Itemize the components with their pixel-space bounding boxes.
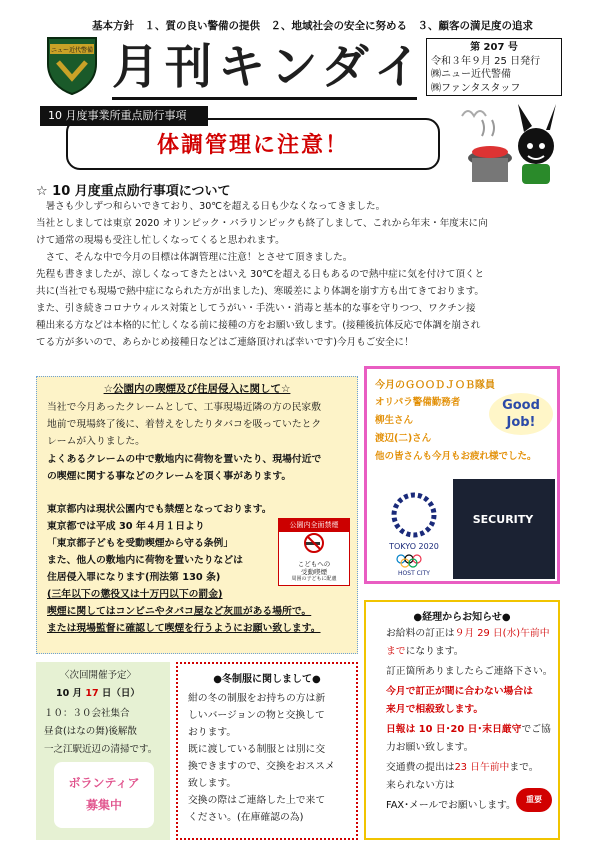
notice-line-6: でご協 xyxy=(521,724,551,735)
meeting-date-pre: 10 月 xyxy=(56,688,83,699)
publisher-2: ㈱ファンタスタッフ xyxy=(431,82,521,94)
notice-line-1-red: ９月 29 日(水)午前中 xyxy=(454,628,550,639)
volunteer-text: ボランティア 募集中 xyxy=(54,762,154,828)
meeting-date-post: 日（日） xyxy=(101,688,140,699)
notice-line-7: 力お願い致します。 xyxy=(386,742,474,753)
notice-line-10: FAX･メールでお願いします。 xyxy=(386,800,516,811)
uniform-heading: ●冬制服に関しまして● xyxy=(213,674,321,685)
mascot-cooking-icon xyxy=(452,96,572,188)
notice-line-8b: まで。 xyxy=(509,762,539,773)
no-smoking-sign xyxy=(278,518,350,586)
uniform-notice-box xyxy=(176,662,358,840)
smoking-text-3: 東京都内は現状公園内でも禁煙となっております。 東京都では平成 30 年４月１日より 「東京都子どもを受動喫煙から守る条例」 また、他人の敷地内に荷物を置いたりなどは 住居侵入罪になります(刑法第 130 条) xyxy=(47,504,272,583)
goodjob-line-1: オリパラ警備勤務者 xyxy=(375,397,461,408)
meeting-line-3: 昼食(はなの舞)後解散 xyxy=(44,726,137,737)
issue-info-box xyxy=(426,38,562,96)
uniform-text: 紺の冬の制服をお持ちの方は新 しいバージョンの物と交換して おります。 既に渡している制服とは別に交 換できますので、交換をおススメ 致します。 交換の際はご連絡した上で来て ください。(在庫確認の為) xyxy=(188,693,335,823)
next-meeting-heading: 〈次回開催予定〉 xyxy=(60,670,137,681)
smoking-text-4: (三年以下の懲役又は十万円以下の罰金) 喫煙に関してはコンビニやタバコ屋など灰皿がある場所で。 または現場監督に確認して喫煙を行うようにお願い致します。 xyxy=(47,589,321,634)
host-city-text: HOST CITY xyxy=(398,570,430,577)
smoking-text-1: 当社で今月あったクレームとして、工事現場近隣の方の民家敷 地前で現場終了後に、着替えをしたりタバコを吸っていたとク レームが入りました。 xyxy=(47,402,322,447)
notice-line-2-red: まで xyxy=(386,646,406,657)
notice-line-2: になります。 xyxy=(405,646,464,657)
goodjob-title: 今月のＧＯＯＤＪＯＢ隊員 xyxy=(375,380,495,391)
smoking-heading: ☆公園内の喫煙及び住居侵入に関して☆ xyxy=(103,383,291,395)
emblem-text: ニュー近代警備 xyxy=(50,47,94,54)
notice-line-9: 来られない方は xyxy=(386,780,455,791)
goodjob-box xyxy=(364,366,560,584)
security-text: SECURITY xyxy=(472,513,534,526)
company-emblem-icon xyxy=(44,34,100,96)
article-paragraph-2: 先程も書きましたが、涼しくなってきたとはいえ 30℃を超える日もあるので熱中症に気を付けて頂くと 共に(当社でも現場で熱中症になられた方が出ました)、寒暖差により体調を崩す方も出てきております。 また、引き続きコロナウィルス対策としてうがい・手洗い・消毒と基本的な事を守りつつ、ワクチン接 種出来る方などは本格的に忙しくなる前に接種の方をお願い致します。(接種後抗体反応で体調を崩され てる方が多いので、あらかじめ接種日などはご連絡頂ければ幸いです)今月もご安全に！ xyxy=(36,269,485,348)
meeting-date-num: 17 xyxy=(85,688,99,699)
next-meeting-box xyxy=(36,662,170,840)
tokyo2020-photo xyxy=(375,479,555,579)
newsletter-title: 月刊キンダイ xyxy=(112,40,427,96)
notice-line-6-red: 日報は 10 日･20 日･末日厳守 xyxy=(386,724,522,735)
notice-line-3: 訂正箇所ありましたらご連絡下さい。 xyxy=(386,666,553,677)
issue-date: 令和３年９月 25 日発行 xyxy=(431,55,541,67)
smoking-notice-box xyxy=(36,376,358,654)
goodjob-line-2: 柳生さん xyxy=(375,415,414,426)
notice-line-4: 今月で訂正が間に合わない場合は xyxy=(386,686,533,697)
important-badge: 重要 xyxy=(516,788,552,812)
goodjob-line-4: 他の皆さんも今月もお疲れ様でした。 xyxy=(375,451,537,462)
monthly-theme-banner: 体調管理に注意！ xyxy=(66,118,440,170)
no-smoking-icon xyxy=(279,532,349,554)
notice-line-1: お給料の訂正は xyxy=(386,628,455,639)
notice-line-5: 来月で相殺致します。 xyxy=(386,704,484,715)
no-smoking-small: 周囲の子どもに配慮 xyxy=(291,576,337,582)
meeting-line-2: １０：３０会社集合 xyxy=(44,708,130,719)
tokyo2020-text: TOKYO 2020 xyxy=(389,542,439,551)
article-heading: ☆ 10 月度重点励行事項について xyxy=(36,184,231,199)
accounting-notice-box xyxy=(364,600,560,840)
article-paragraph-1: 暑さも少しずつ和らいできており、30℃を超える日も少なくなってきました。 当社としましては東京 2020 オリンピック・パラリンピックも終了しまして、これから年末・年度末に向 けて通常の現場も受注し忙しくなってくると思われます。 さて、そんな中で今月の目標は体調管理に注意！とさせて頂きました。 xyxy=(36,201,488,263)
volunteer-banner xyxy=(54,762,154,828)
section-tag: 10 月度事業所重点励行事項 xyxy=(40,106,208,126)
motto: 基本方針 １、質の良い警備の提供 ２、地域社会の安全に努める ３、顧客の満足度の追求 xyxy=(92,20,533,32)
notice-line-8: 交通費の提出は xyxy=(386,762,455,773)
goodjob-badge: Good Job! xyxy=(489,393,553,435)
notice-line-8-red: 23 日午前中 xyxy=(454,762,510,773)
no-smoking-label: こどもへの 受動喫煙 xyxy=(297,560,331,576)
smoking-text-2: よくあるクレームの中で敷地内に荷物を置いたり、現場付近で の喫煙に関する事などのクレームを頂く事があります。 xyxy=(47,454,322,482)
accounting-heading: ●経理からお知らせ● xyxy=(413,612,511,623)
publisher-1: ㈱ニュー近代警備 xyxy=(431,69,511,80)
meeting-line-4: 一之江駅近辺の清掃です。 xyxy=(44,744,158,755)
goodjob-line-3: 渡辺(二)さん xyxy=(375,433,432,444)
no-smoking-caption: 公園内全面禁煙 xyxy=(279,519,349,532)
issue-number: 第 207 号 xyxy=(470,42,518,53)
